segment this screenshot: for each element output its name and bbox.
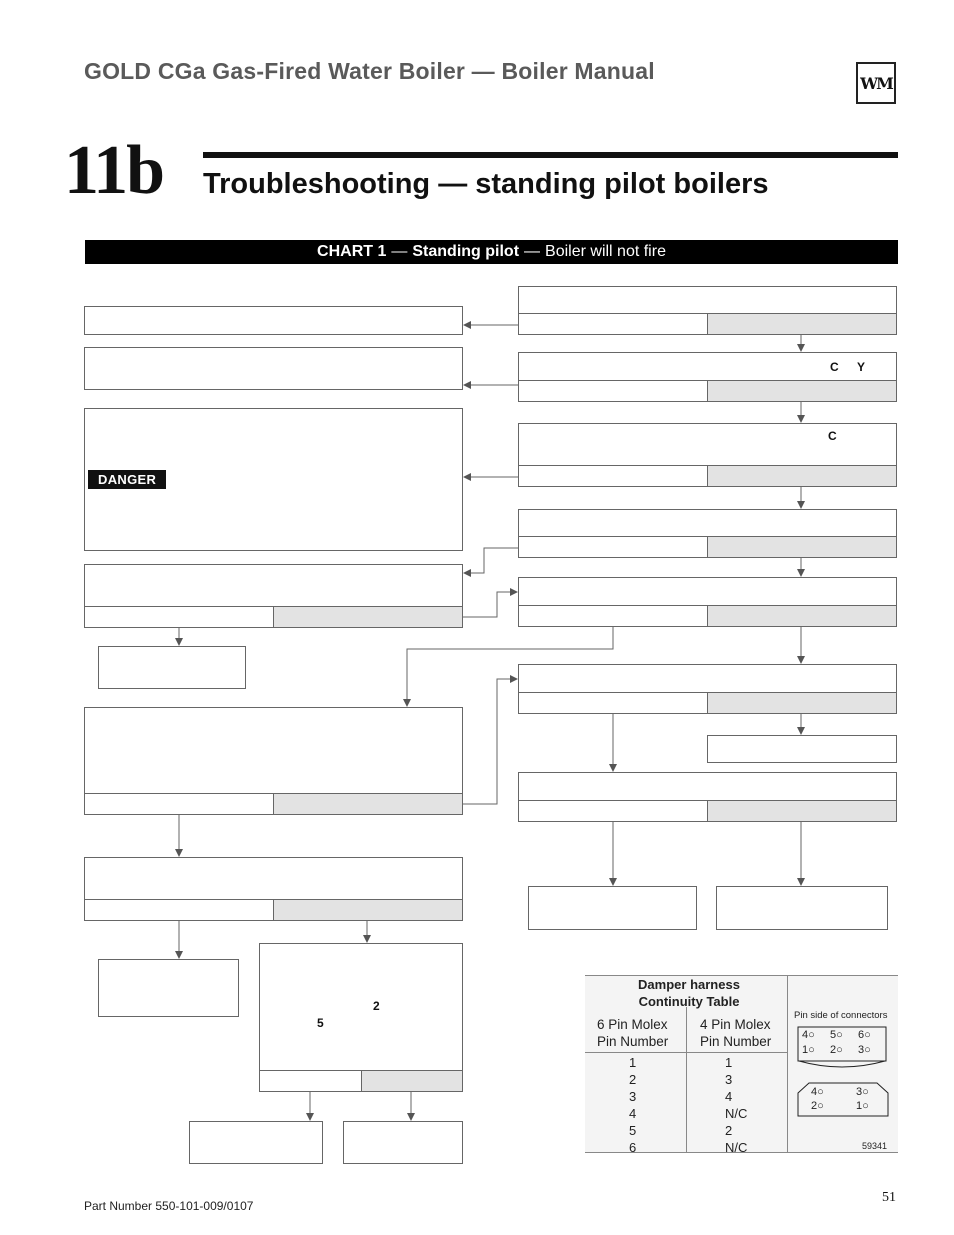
col1-header-line2: Pin Number bbox=[597, 1034, 669, 1049]
yes-cell bbox=[519, 537, 708, 557]
flow-box-l8 bbox=[98, 959, 239, 1017]
col1-header-line1: 6 Pin Molex bbox=[597, 1017, 668, 1032]
manual-header-title: GOLD CGa Gas-Fired Water Boiler — Boiler Manual bbox=[84, 58, 655, 84]
connector-pin-number: 3 bbox=[858, 1044, 865, 1056]
damper-harness-table bbox=[585, 975, 898, 1153]
connector-caption: Pin side of connectors bbox=[794, 1010, 888, 1021]
pin-circle-icon: ○ bbox=[864, 1044, 871, 1056]
no-cell bbox=[274, 900, 462, 920]
col2-header-line1: 4 Pin Molex bbox=[700, 1017, 771, 1032]
flow-box-r3 bbox=[518, 423, 897, 487]
yes-cell bbox=[85, 794, 274, 814]
flow-box-l2 bbox=[84, 347, 463, 390]
answer-row bbox=[519, 536, 896, 557]
figure-number: 59341 bbox=[862, 1141, 888, 1151]
table-cell-four-pin: 1 bbox=[725, 1055, 733, 1070]
no-cell bbox=[708, 537, 896, 557]
no-cell bbox=[708, 381, 896, 401]
chart-separator: — bbox=[524, 243, 541, 260]
connector-pin-number: 5 bbox=[830, 1029, 837, 1041]
yes-cell bbox=[85, 900, 274, 920]
connector-pin-number: 4 bbox=[811, 1086, 818, 1098]
pin-circle-icon: ○ bbox=[862, 1086, 869, 1098]
yes-cell bbox=[519, 606, 708, 626]
yes-cell bbox=[519, 693, 708, 713]
yes-cell bbox=[519, 466, 708, 486]
yes-cell bbox=[519, 801, 708, 821]
no-cell bbox=[708, 693, 896, 713]
table-title-line1: Damper harness bbox=[638, 977, 740, 992]
chart-condition: Boiler will not fire bbox=[545, 243, 666, 260]
flow-box-r2 bbox=[518, 352, 897, 402]
connector-pin bbox=[858, 1029, 871, 1041]
chart-separator: — bbox=[391, 243, 408, 260]
answer-row bbox=[519, 313, 896, 334]
flow-box-l6 bbox=[84, 707, 463, 815]
part-number bbox=[84, 1199, 253, 1213]
no-cell bbox=[708, 606, 896, 626]
section-number: 11b bbox=[64, 132, 164, 209]
no-cell bbox=[274, 607, 462, 627]
answer-row bbox=[519, 692, 896, 713]
yes-cell bbox=[519, 381, 708, 401]
flow-box-r1 bbox=[518, 286, 897, 335]
table-cell-six-pin: 4 bbox=[629, 1106, 637, 1121]
table-title-line2: Continuity Table bbox=[638, 994, 740, 1009]
table-cell-four-pin: N/C bbox=[725, 1106, 748, 1121]
connector-pin bbox=[811, 1100, 824, 1112]
flow-box-l4 bbox=[84, 564, 463, 628]
flow-box-l9 bbox=[259, 943, 463, 1092]
answer-row bbox=[85, 793, 462, 814]
answer-row bbox=[519, 800, 896, 821]
flow-box-l5 bbox=[98, 646, 246, 689]
fragment-letter: C bbox=[828, 429, 837, 443]
flow-box-l11 bbox=[343, 1121, 463, 1164]
flow-box-r4 bbox=[518, 509, 897, 558]
connector-pin-number: 2 bbox=[811, 1100, 818, 1112]
answer-row bbox=[85, 899, 462, 920]
connector-pin-number: 1 bbox=[856, 1100, 863, 1112]
flow-box-r7 bbox=[707, 735, 897, 763]
table-cell-six-pin: 1 bbox=[629, 1055, 637, 1070]
part-number-value: 550-101-009/0107 bbox=[155, 1199, 254, 1213]
no-cell bbox=[708, 314, 896, 334]
answer-row bbox=[519, 465, 896, 486]
answer-row bbox=[85, 606, 462, 627]
yes-cell bbox=[260, 1071, 362, 1091]
connector-pin-number: 4 bbox=[802, 1029, 809, 1041]
chart-label: CHART 1 bbox=[317, 243, 387, 260]
answer-row bbox=[260, 1070, 462, 1091]
connector-pin-number: 6 bbox=[858, 1029, 865, 1041]
yes-cell bbox=[85, 607, 274, 627]
weil-mclain-logo: WM bbox=[856, 62, 896, 104]
pin-circle-icon: ○ bbox=[817, 1100, 824, 1112]
page-number: 51 bbox=[882, 1190, 896, 1205]
flow-box-r9 bbox=[528, 886, 697, 930]
connector-pin-number: 3 bbox=[856, 1086, 863, 1098]
table-cell-four-pin: 3 bbox=[725, 1072, 733, 1087]
no-cell bbox=[274, 794, 462, 814]
answer-row bbox=[519, 605, 896, 626]
answer-row bbox=[519, 380, 896, 401]
col2-header-line2: Pin Number bbox=[700, 1034, 772, 1049]
chart-subject: Standing pilot bbox=[412, 243, 520, 260]
fragment-letter: 5 bbox=[317, 1016, 324, 1030]
yes-cell bbox=[519, 314, 708, 334]
connector-pin bbox=[802, 1029, 815, 1041]
section-title: Troubleshooting — standing pilot boilers bbox=[203, 168, 769, 200]
no-cell bbox=[362, 1071, 463, 1091]
connector-pin bbox=[830, 1044, 843, 1056]
flow-box-l1 bbox=[84, 306, 463, 335]
table-cell-four-pin: 4 bbox=[725, 1089, 733, 1104]
table-cell-six-pin: 5 bbox=[629, 1123, 637, 1138]
pin-circle-icon: ○ bbox=[836, 1044, 843, 1056]
flow-box-r8 bbox=[518, 772, 897, 822]
no-cell bbox=[708, 466, 896, 486]
flow-box-l10 bbox=[189, 1121, 323, 1164]
flow-box-r6 bbox=[518, 664, 897, 714]
connector-pin bbox=[856, 1100, 869, 1112]
pin-circle-icon: ○ bbox=[862, 1100, 869, 1112]
connector-pin-number: 1 bbox=[802, 1044, 809, 1056]
connector-pin bbox=[856, 1086, 869, 1098]
no-cell bbox=[708, 801, 896, 821]
part-number-label: Part Number bbox=[84, 1199, 153, 1213]
danger-label: DANGER bbox=[88, 470, 166, 489]
connector-pin bbox=[858, 1044, 871, 1056]
connector-pin-number: 2 bbox=[830, 1044, 837, 1056]
pin-circle-icon: ○ bbox=[808, 1029, 815, 1041]
flow-box-r5 bbox=[518, 577, 897, 627]
table-cell-six-pin: 3 bbox=[629, 1089, 637, 1104]
table-cell-six-pin: 2 bbox=[629, 1072, 637, 1087]
fragment-letter: Y bbox=[857, 360, 866, 374]
table-cell-four-pin: 2 bbox=[725, 1123, 733, 1138]
fragment-letter: C bbox=[830, 360, 839, 374]
table-cell-six-pin: 6 bbox=[629, 1140, 637, 1155]
fragment-letter: 2 bbox=[373, 999, 380, 1013]
flow-box-l7 bbox=[84, 857, 463, 921]
connector-pin bbox=[802, 1044, 815, 1056]
flow-box-r10 bbox=[716, 886, 888, 930]
connector-pin bbox=[811, 1086, 824, 1098]
connector-pin bbox=[830, 1029, 843, 1041]
pin-circle-icon: ○ bbox=[817, 1086, 824, 1098]
pin-circle-icon: ○ bbox=[836, 1029, 843, 1041]
table-cell-four-pin: N/C bbox=[725, 1140, 748, 1155]
pin-circle-icon: ○ bbox=[808, 1044, 815, 1056]
pin-circle-icon: ○ bbox=[864, 1029, 871, 1041]
